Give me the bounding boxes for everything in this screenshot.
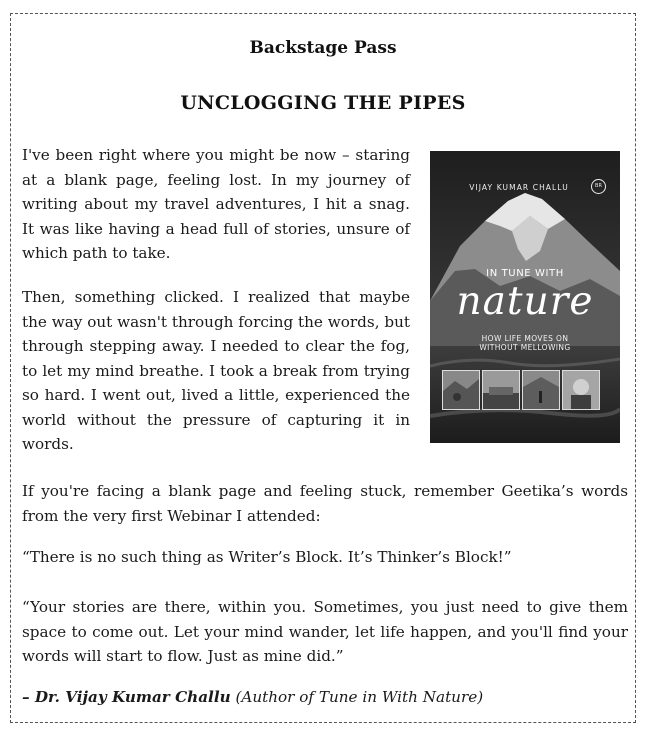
signature-credit: (Author of Tune in With Nature) <box>235 688 484 706</box>
tagline-line-1: HOW LIFE MOVES ON <box>481 334 569 343</box>
book-title-large: nature <box>456 279 594 324</box>
signature-name: – Dr. Vijay Kumar Challu <box>22 688 231 706</box>
cover-photo-thumbnail <box>482 370 520 410</box>
article-paragraph-3: If you're facing a blank page and feeling stuck, remember Geetika’s words from the very first Webinar I attended: <box>22 482 628 525</box>
article-headline: UNCLOGGING THE PIPES <box>180 92 466 114</box>
quote-1: “There is no such thing as Writer’s Block. It’s Thinker’s Block!” <box>22 548 512 566</box>
quote-2: “Your stories are there, within you. Sometimes, you just need to give them space to come out. Let your mind wander, let life happen, and you'll find your words will start to flow. Just as mine did.” <box>22 598 628 665</box>
section-label: Backstage Pass <box>249 38 397 58</box>
article-paragraph-1: I've been right where you might be now – staring at a blank page, feeling lost. In my journey of writing about my travel adventures, I hit a snag. It was like having a head full of stories, unsure of which path to take. <box>22 146 410 262</box>
cover-photo-thumbnail <box>522 370 560 410</box>
publisher-logo: BR <box>591 179 606 194</box>
cover-photo-thumbnail <box>562 370 600 410</box>
book-author: VIJAY KUMAR CHALLU <box>469 183 569 192</box>
author-signature <box>22 685 628 709</box>
book-tagline <box>430 334 620 352</box>
tagline-line-2: WITHOUT MELLOWING <box>479 343 571 352</box>
book-title-small: IN TUNE WITH <box>486 268 564 279</box>
article-paragraph-2: Then, something clicked. I realized that maybe the way out wasn't through forcing the words, but through stepping away. I needed to clear the fog, to let my mind breathe. I took a break from trying so hard. I went out, lived a little, experienced the world without the pressure of capturing it in words. <box>22 288 410 453</box>
cover-photo-thumbnail <box>442 370 480 410</box>
book-cover-image <box>430 151 620 443</box>
